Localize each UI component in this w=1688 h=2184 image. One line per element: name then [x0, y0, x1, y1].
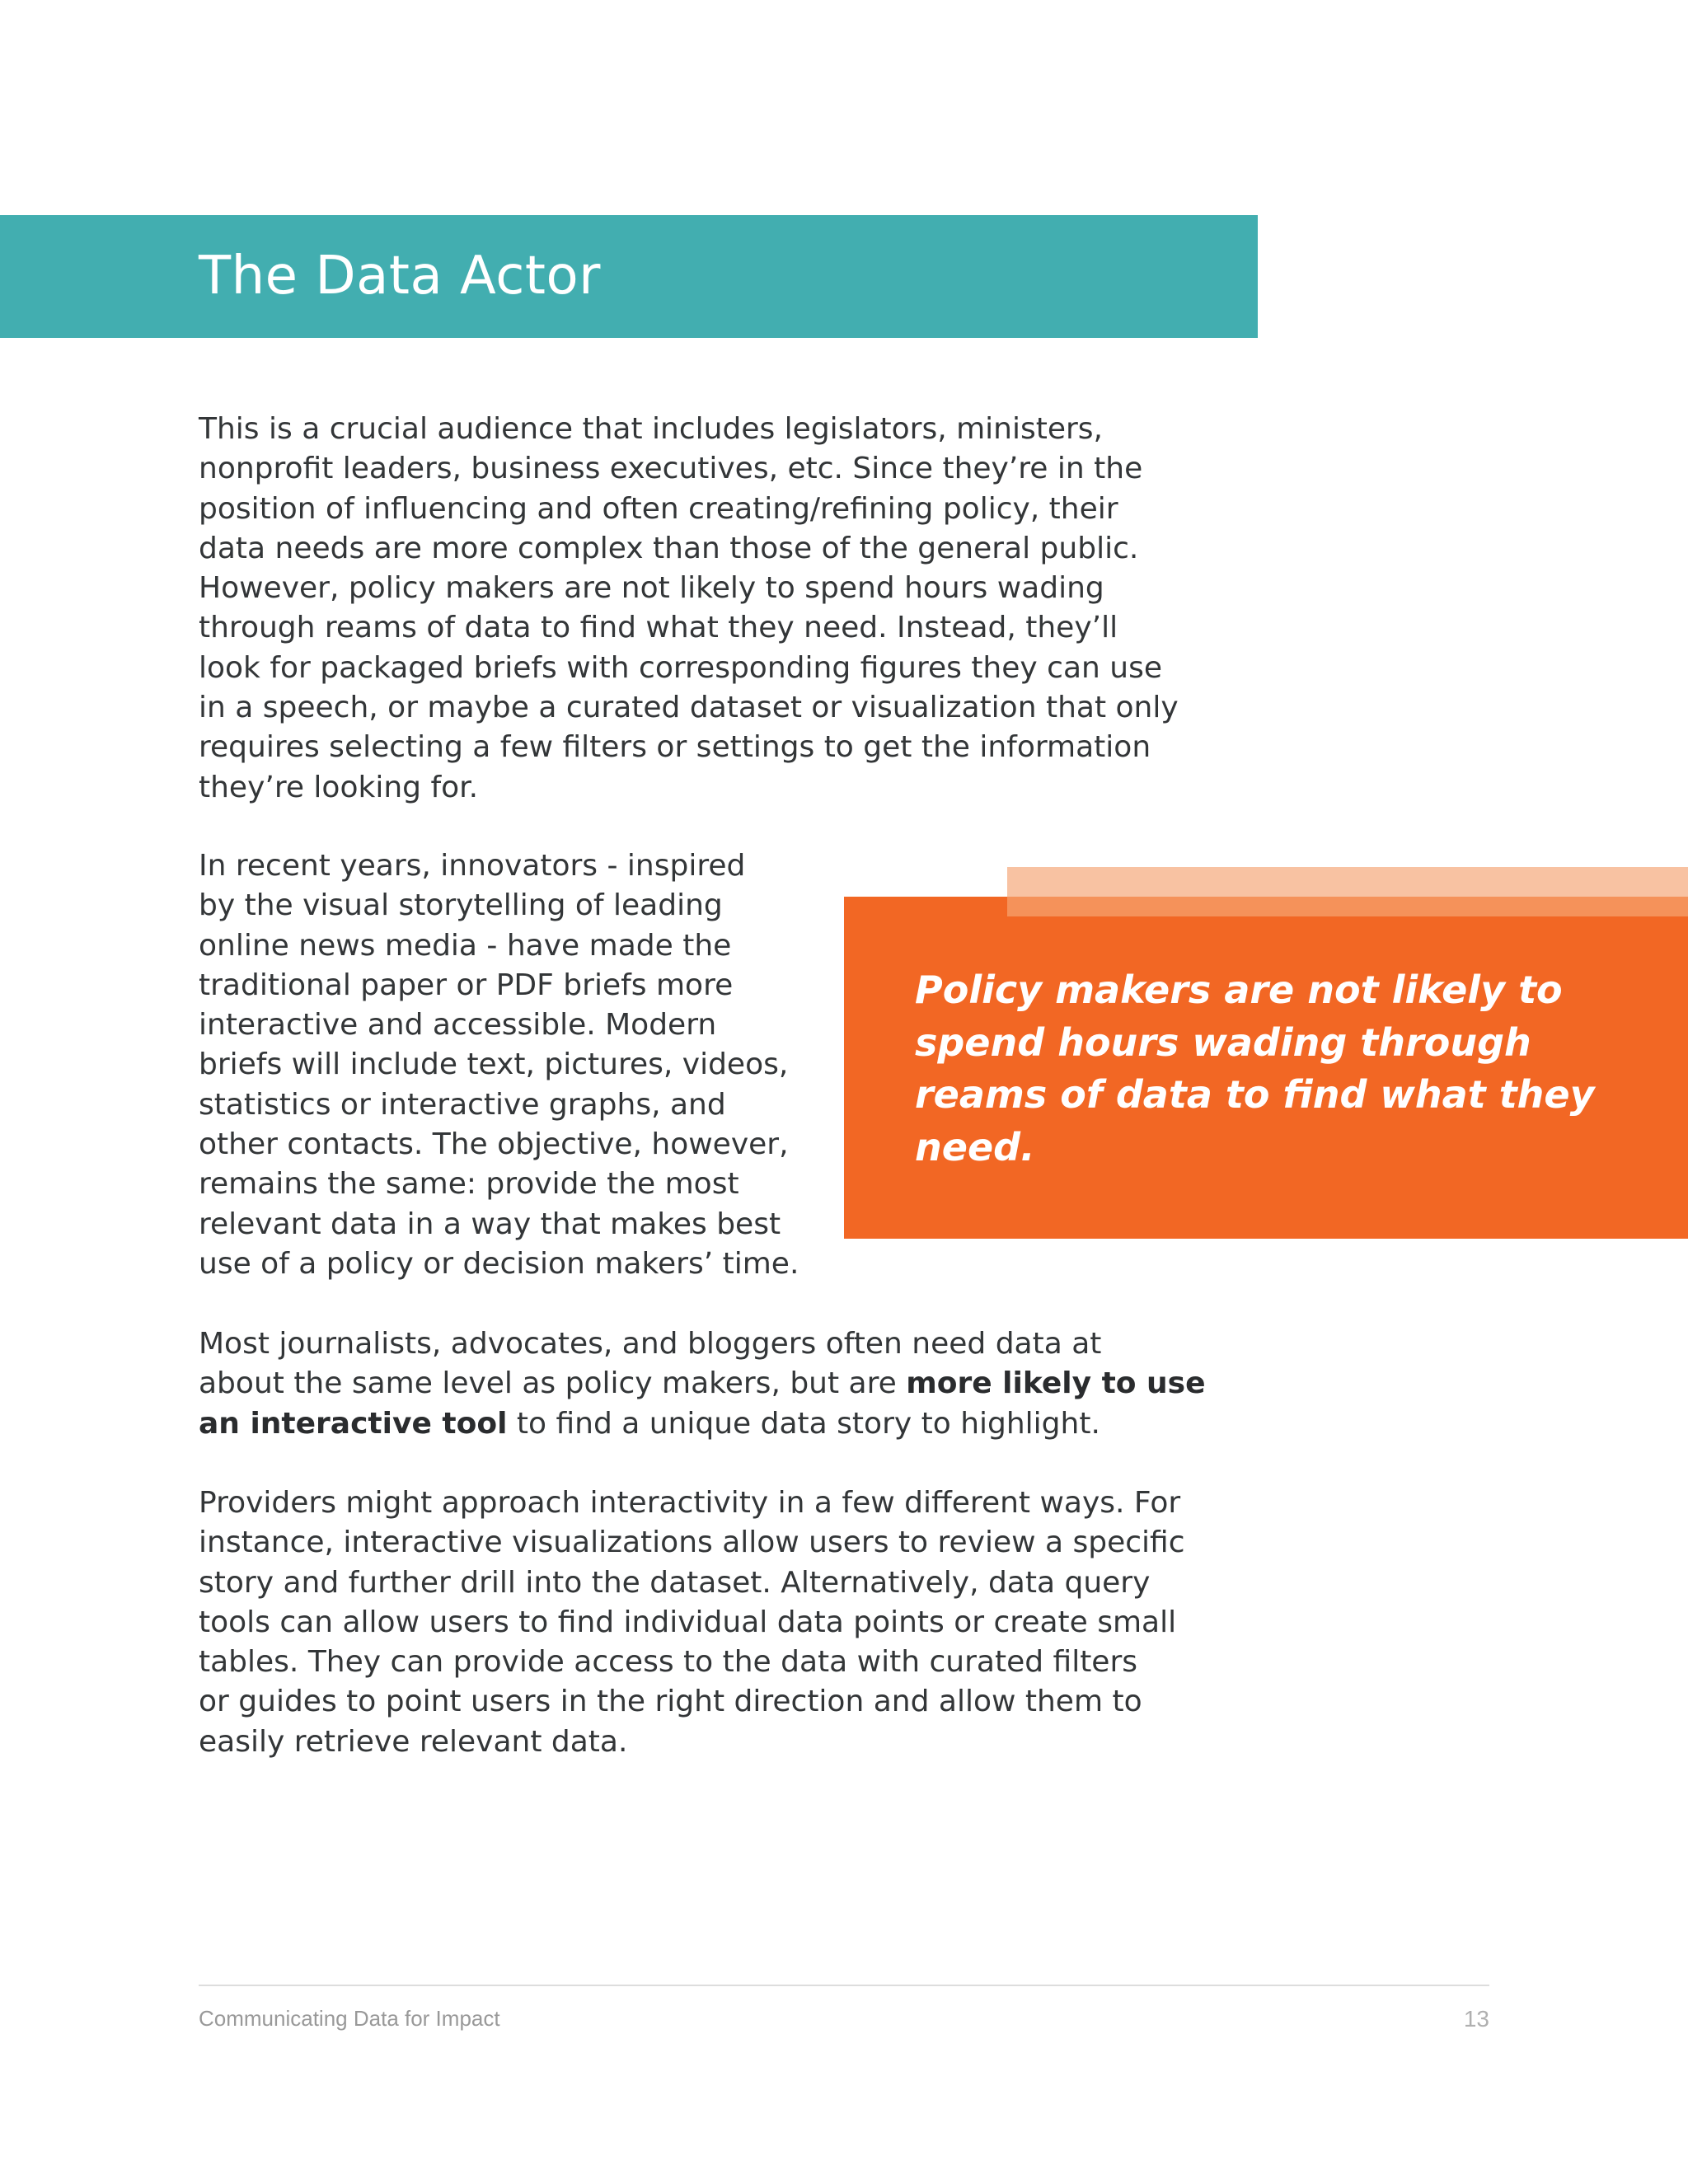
- text-line: instance, interactive visualizations allow users to review a specific: [199, 1526, 1185, 1560]
- text-line: Most journalists, advocates, and bloggers often need data at: [199, 1327, 1102, 1361]
- text-line: other contacts. The objective, however,: [199, 1127, 789, 1162]
- text-line: requires selecting a few filters or settings to get the information: [199, 730, 1151, 765]
- text-line: [199, 1364, 1221, 1404]
- text-line: [199, 1404, 1221, 1444]
- paragraph-journalists: [199, 1324, 1221, 1444]
- title-band: [0, 215, 1258, 338]
- text-line: This is a crucial audience that includes legislators, ministers,: [199, 412, 1103, 446]
- text-line: tables. They can provide access to the data with curated filters: [199, 1645, 1138, 1680]
- text-line: look for packaged briefs with corresponding figures they can use: [199, 650, 1162, 685]
- text-line: briefs will include text, pictures, videos,: [199, 1047, 789, 1082]
- text-line: interactive and accessible. Modern: [199, 1008, 717, 1043]
- text-line: easily retrieve relevant data.: [199, 1724, 628, 1759]
- text-segment: about the same level as policy makers, but are: [199, 1366, 907, 1401]
- pull-quote-accent-stripe: [1007, 897, 1688, 916]
- text-line: tools can allow users to find individual data points or create small: [199, 1605, 1177, 1639]
- text-line: traditional paper or PDF briefs more: [199, 968, 734, 1002]
- text-line: or guides to point users in the right direction and allow them to: [199, 1685, 1142, 1719]
- text-segment: to find a unique data story to highlight.: [507, 1406, 1100, 1441]
- text-line: story and further drill into the dataset. Alternatively, data query: [199, 1565, 1151, 1600]
- pull-quote: [915, 964, 1640, 1174]
- paragraph-intro: [199, 410, 1221, 808]
- paragraph-providers: [199, 1483, 1221, 1762]
- emphasis-text: more likely to use: [906, 1366, 1206, 1401]
- paragraph-innovators: [199, 846, 825, 1284]
- text-line: nonprofit leaders, business executives, etc. Since they’re in the: [199, 452, 1143, 486]
- text-line: However, policy makers are not likely to spend hours wading: [199, 571, 1104, 606]
- emphasis-text: an interactive tool: [199, 1406, 508, 1441]
- text-line: by the visual storytelling of leading: [199, 888, 723, 923]
- text-line: in a speech, or maybe a curated dataset or visualization that only: [199, 691, 1179, 725]
- text-line: they’re looking for.: [199, 770, 479, 804]
- text-line: Providers might approach interactivity in a few different ways. For: [199, 1486, 1181, 1520]
- page-number: 13: [1463, 2006, 1489, 2032]
- text-line: use of a policy or decision makers’ time.: [199, 1246, 799, 1281]
- text-line: position of influencing and often creating/refining policy, their: [199, 491, 1118, 526]
- page-title: The Data Actor: [199, 246, 601, 307]
- pull-quote-line: reams of data to find what they: [915, 1072, 1595, 1117]
- text-line: data needs are more complex than those of the general public.: [199, 531, 1139, 565]
- text-line: through reams of data to find what they need. Instead, they’ll: [199, 611, 1118, 645]
- footer-divider: [199, 1985, 1489, 1986]
- pull-quote-line: Policy makers are not likely to: [915, 968, 1563, 1012]
- pull-quote-line: need.: [915, 1124, 1035, 1169]
- text-line: online news media - have made the: [199, 928, 732, 963]
- text-line: remains the same: provide the most: [199, 1167, 739, 1202]
- text-line: statistics or interactive graphs, and: [199, 1087, 726, 1122]
- pull-quote-line: spend hours wading through: [915, 1019, 1531, 1065]
- footer-document-title: Communicating Data for Impact: [199, 2006, 500, 2031]
- text-line: relevant data in a way that makes best: [199, 1207, 781, 1241]
- text-line: In recent years, innovators - inspired: [199, 849, 746, 883]
